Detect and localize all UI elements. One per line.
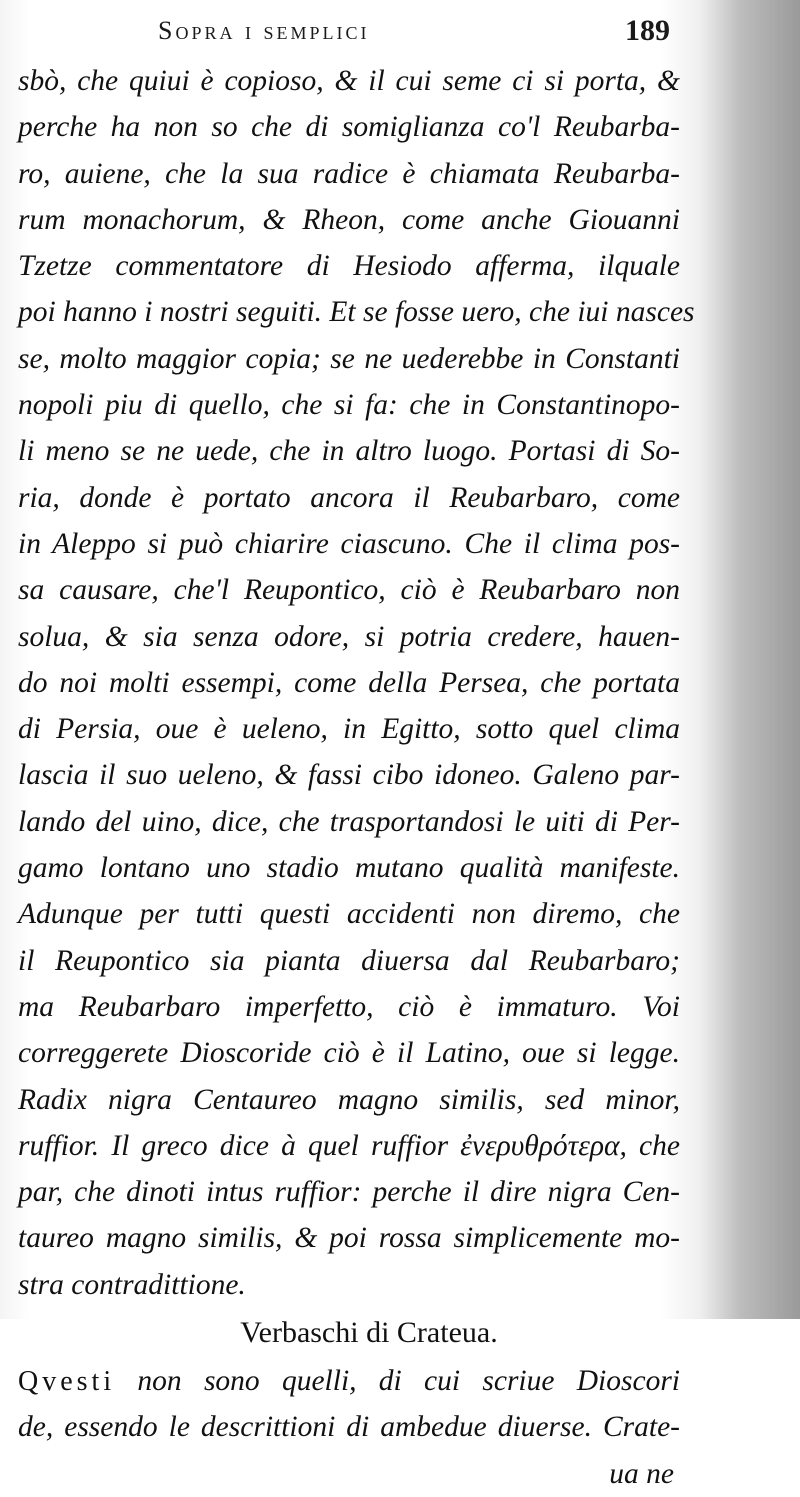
text-line: lascia il suo ueleno, & fassi cibo idoneo. Galeno par- <box>18 759 680 792</box>
text-line: ro, auiene, che la sua radice è chiamata Reubarba- <box>18 157 680 190</box>
text-line: il Reupontico sia pianta diuersa dal Reubarbaro; <box>18 944 680 977</box>
opening-word: Qvesti <box>18 1366 116 1398</box>
page-number: 189 <box>625 14 670 47</box>
text-line: ruffior. Il greco dice à quel ruffior ἐνερυθρότερα, che <box>18 1129 680 1162</box>
text-line: correggerete Dioscoride ciò è il Latino, oue si legge. <box>18 1037 680 1070</box>
text-line: in Aleppo si può chiarire ciascuno. Che il clima pos- <box>18 527 680 560</box>
text-line: ria, donde è portato ancora il Reubarbaro, come <box>18 481 680 514</box>
text-line: Adunque per tutti questi accidenti non diremo, che <box>18 898 680 931</box>
text-line: solua, & sia senza odore, si potria credere, hauen- <box>18 620 680 653</box>
text-line: li meno se ne uede, che in altro luogo. Portasi di So- <box>18 435 680 468</box>
section-first-line <box>18 1358 680 1404</box>
text-line: taureo magno similis, & poi rossa simplicemente mo- <box>18 1222 680 1255</box>
text-line: par, che dinoti intus ruffior: perche il dire nigra Cen- <box>18 1176 680 1209</box>
body-text <box>18 58 695 1497</box>
text-line: lando del uino, dice, che trasportandosi le uiti di Per- <box>18 805 680 838</box>
catchword: ua ne <box>609 1457 674 1490</box>
section-heading: Verbaschi di Crateua. <box>240 1316 498 1350</box>
text-line: stra contradittione. <box>18 1268 246 1301</box>
text-line: rum monachorum, & Rheon, come anche Giouanni <box>18 203 680 236</box>
text-line: Radix nigra Centaureo magno similis, sed minor, <box>18 1083 680 1116</box>
section-line-text: non sono quelli, di cui scriue Dioscori <box>137 1365 680 1398</box>
text-line: gamo lontano uno stadio mutano qualità manifeste. <box>18 852 680 885</box>
text-line: poi hanno i nostri seguiti. Et se fosse uero, che iui nasces <box>18 296 695 329</box>
text-line: Tzetze commentatore di Hesiodo afferma, ilquale <box>18 250 680 283</box>
text-line: nopoli piu di quello, che si fa: che in Constantinopo- <box>18 389 680 422</box>
running-title: Sopra i semplici <box>158 16 370 45</box>
text-line: sa causare, che'l Reupontico, ciò è Reubarbaro non <box>18 574 680 607</box>
text-line: di Persia, oue è ueleno, in Egitto, sotto quel clima <box>18 713 680 746</box>
text-line: de, essendo le descrittioni di ambedue diuerse. Crate- <box>18 1411 680 1444</box>
text-line: do noi molti essempi, come della Persea, che portata <box>18 666 680 699</box>
text-line: sbò, che quiui è copioso, & il cui seme ci si porta, & <box>18 65 680 97</box>
running-head <box>158 14 678 54</box>
text-line: ma Reubarbaro imperfetto, ciò è immaturo. Voi <box>18 990 680 1023</box>
text-line: se, molto maggior copia; se ne uederebbe in Constanti <box>18 342 680 375</box>
text-line: perche ha non so che di somiglianza co'l Reubarba- <box>18 111 680 144</box>
